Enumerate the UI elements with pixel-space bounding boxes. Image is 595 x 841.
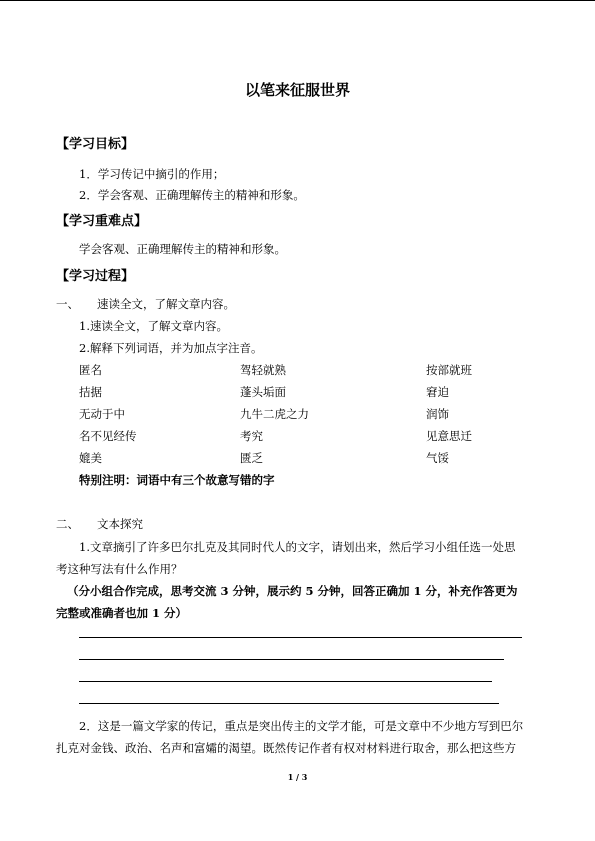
page-number: 1 / 3 xyxy=(287,772,308,782)
word-cell: 无动于中 xyxy=(79,407,125,421)
word-cell: 驾轻就熟 xyxy=(240,363,286,377)
question1-note-line2: 完整或准确者也加 1 分） xyxy=(56,606,188,620)
top-border-line xyxy=(0,0,595,1)
word-cell: 气馁 xyxy=(426,451,449,465)
word-cell: 按部就班 xyxy=(426,363,472,377)
part1-step2: 2.解释下列词语，并为加点字注音。 xyxy=(79,341,263,355)
answer-line-2[interactable] xyxy=(79,659,504,660)
answer-line-3[interactable] xyxy=(79,681,492,682)
word-cell: 窘迫 xyxy=(426,385,449,399)
word-cell: 润饰 xyxy=(426,407,449,421)
word-cell: 见意思迁 xyxy=(426,429,472,443)
word-cell: 考究 xyxy=(240,429,263,443)
question1-line1: 1.文章摘引了许多巴尔扎克及其同时代人的文字，请划出来，然后学习小组任选一处思 xyxy=(79,540,516,554)
word-cell: 匮乏 xyxy=(240,451,263,465)
special-note: 特别注明：词语中有三个故意写错的字 xyxy=(79,473,275,487)
part1-number: 一、 xyxy=(56,297,79,311)
question2-line1: 2．这是一篇文学家的传记，重点是突出传主的文学才能，可是文章中不少地方写到巴尔 xyxy=(79,719,524,733)
word-cell: 匿名 xyxy=(79,363,102,377)
question1-note-line1: （分小组合作完成，思考交流 3 分钟，展示约 5 分钟，回答正确加 1 分，补充作答更为 xyxy=(67,584,518,598)
part2-title: 文本探究 xyxy=(97,517,143,531)
part1-step1: 1.速读全文，了解文章内容。 xyxy=(79,319,228,333)
answer-line-1[interactable] xyxy=(79,637,522,638)
answer-line-4[interactable] xyxy=(79,703,499,704)
word-cell: 九牛二虎之力 xyxy=(240,407,309,421)
word-cell: 拮据 xyxy=(79,385,102,399)
goal-item-2: 2．学会客观、正确理解传主的精神和形象。 xyxy=(79,188,305,202)
page-title: 以笔来征服世界 xyxy=(244,81,350,99)
section-heading-goals: 【学习目标】 xyxy=(56,137,135,152)
question2-line2: 扎克对金钱、政治、名声和富孀的渴望。既然传记作者有权对材料进行取舍，那么把这些方 xyxy=(56,741,516,755)
section-heading-key-points: 【学习重难点】 xyxy=(56,214,148,229)
part1-title: 速读全文，了解文章内容。 xyxy=(97,297,235,311)
word-cell: 蓬头垢面 xyxy=(240,385,286,399)
section-heading-process: 【学习过程】 xyxy=(56,269,135,284)
question1-line2: 考这种写法有什么作用？ xyxy=(56,562,183,576)
part2-number: 二、 xyxy=(56,517,79,531)
word-cell: 名不见经传 xyxy=(79,429,137,443)
key-points-text: 学会客观、正确理解传主的精神和形象。 xyxy=(79,242,286,256)
goal-item-1: 1．学习传记中摘引的作用； xyxy=(79,167,225,181)
word-cell: 媲美 xyxy=(79,451,102,465)
